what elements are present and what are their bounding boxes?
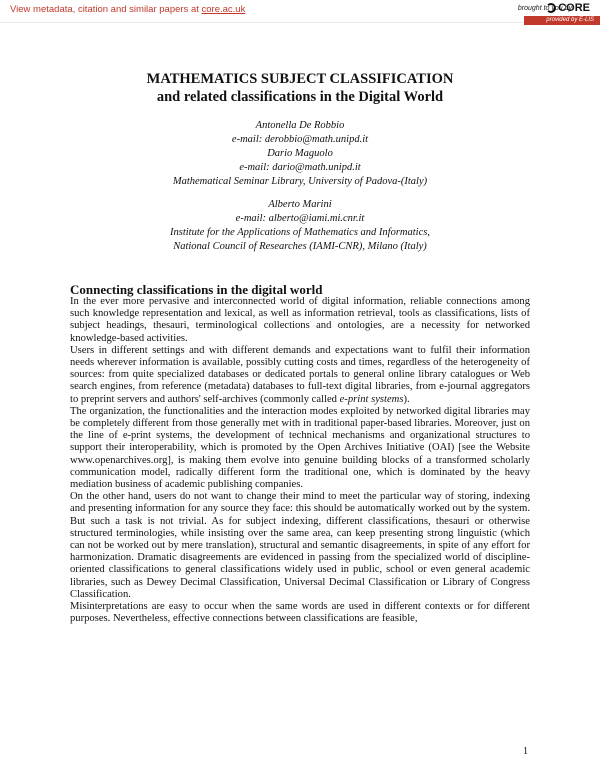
author-name: Dario Maguolo	[267, 148, 333, 159]
core-logo-text: CORE	[558, 2, 590, 14]
paragraph-4: On the other hand, users do not want to change their mind to meet the particular way of storing, indexing and presenting information for any source they face: this should be automatically worked out by the system. But such a task is not trivial. As for subject indexing, different classifications, thesauri or otherwise structured terminologies, while insisting over the same area, can keep presenting strong linguistic (which can not be worked out by mere translation), structural and semantic disagreements, in spite of any effort for harmonization. Dramatic disagreements are evidenced in passing from the specialized world of discipline-oriented classifications to general classifications widely used in public, school or even general academic libraries, such as Dewey Decimal Classification, Universal Decimal Classification or Library of Congress Classification.	[70, 491, 530, 600]
provided-by-badge[interactable]: provided by E-LIS	[524, 16, 600, 25]
author-email: e-mail: dario@math.unipd.it	[239, 162, 361, 173]
authors-block-1	[0, 119, 600, 189]
author-affiliation: Institute for the Applications of Mathematics and Informatics,	[170, 227, 430, 238]
paragraph-2-italic: e-print systems	[339, 393, 404, 405]
core-logo-icon	[546, 3, 556, 13]
author-name: Alberto Marini	[268, 199, 332, 210]
brought-to-you-label: brought to you by	[517, 5, 572, 12]
paragraph-1: In the ever more pervasive and interconnected world of digital information, reliable connections among such knowledge representation and lexical, as well as information retrieval, tools as classifications, lists of subject headings, thesauri, terminological collections and ontologies, are a necessity for networked knowledge-based activities.	[70, 296, 530, 344]
core-logo[interactable]	[546, 2, 590, 14]
author-name: Antonella De Robbio	[255, 120, 345, 131]
author-affiliation: Mathematical Seminar Library, University of Padova-(Italy)	[172, 176, 428, 187]
paper-title-line1: MATHEMATICS SUBJECT CLASSIFICATION	[146, 71, 454, 87]
paragraph-2-end: ).	[403, 393, 410, 405]
view-metadata-link[interactable]	[10, 4, 245, 15]
page-number: 1	[523, 746, 528, 757]
core-banner	[0, 0, 600, 23]
paragraph-2-text: Users in different settings and with different demands and expectations want to fulfil their information needs wherever information is available, possibly cutting costs and times, regardless of the heterogeneity of sources: from quite specialized databases or dedicated portals to general online library catalogues or Web search engines, from reference (metadata) databases to full-text digital libraries, from e-journal aggregators to preprint servers and authors' self-archives (commonly called	[70, 344, 530, 405]
body-text	[70, 296, 530, 625]
author-email: e-mail: derobbio@math.unipd.it	[231, 134, 369, 145]
author-email: e-mail: alberto@iami.mi.cnr.it	[235, 213, 365, 224]
authors-block-2	[0, 198, 600, 254]
core-domain-link[interactable]: core.ac.uk	[201, 4, 246, 15]
paper-title-line2: and related classifications in the Digital World	[156, 89, 444, 105]
view-link-prefix: View metadata, citation and similar papers at	[10, 4, 202, 15]
section-heading: Connecting classifications in the digital world	[70, 282, 323, 297]
paragraph-3: The organization, the functionalities and the interaction modes exploited by networked digital libraries may be completely different from those generally met with in traditional paper-based libraries. Moreover, just on the line of e-print systems, the development of technical mechanisms and organizational structures to support their interoperability, which is promoted by the Open Archives Initiative (OAI) [see the Website www.openarchives.org], is making them evolve into genuine building blocks of a transformed scholarly communication model, radically different form the traditional one, which is dominated by the heavy mediation business of academic publishing companies.	[70, 405, 530, 491]
author-affiliation: National Council of Researches (IAMI-CNR), Milano (Italy)	[173, 241, 427, 252]
paragraph-5: Misinterpretations are easy to occur when the same words are used in different contexts or for different purposes. Nevertheless, effective connections between classifications are feasible,	[70, 601, 530, 625]
paragraph-2	[70, 345, 530, 406]
